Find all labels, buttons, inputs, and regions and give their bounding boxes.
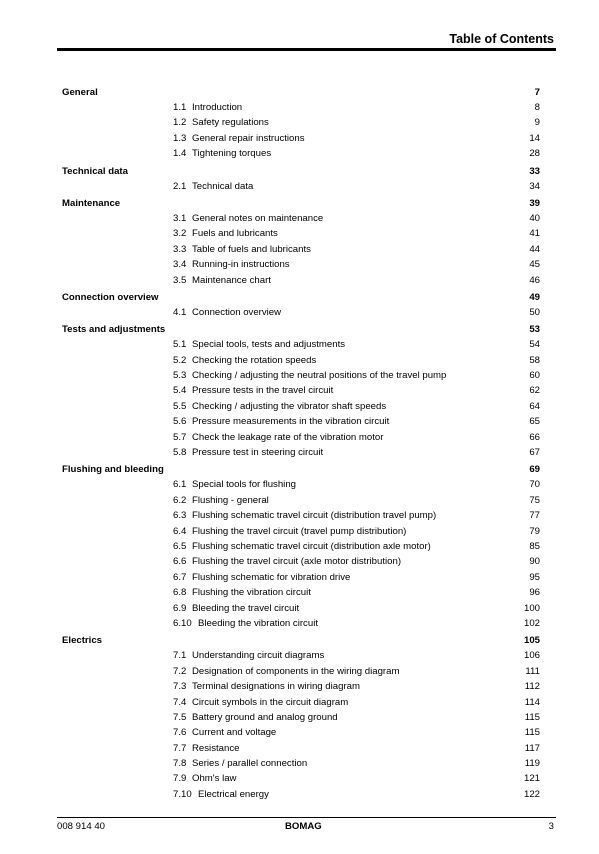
toc-entry xyxy=(62,416,540,431)
entry-page-number: 45 xyxy=(529,259,540,271)
toc-chapter xyxy=(62,292,540,307)
toc-entry xyxy=(62,447,540,462)
entry-title: Flushing schematic travel circuit (distribution travel pump) xyxy=(192,510,437,522)
entry-page-number: 64 xyxy=(529,400,540,412)
entry-number: 5.7 xyxy=(173,431,187,443)
entry-number: 3.1 xyxy=(173,212,187,224)
entry-page-number: 67 xyxy=(529,447,540,459)
entry-page-number: 40 xyxy=(529,212,540,224)
entry-number: 1.1 xyxy=(173,102,187,113)
table-of-contents xyxy=(62,85,540,804)
chapter-title: Technical data xyxy=(62,165,128,177)
entry-page-number: 117 xyxy=(524,742,540,754)
entry-title: Pressure test in steering circuit xyxy=(192,447,324,459)
footer-brand: BOMAG xyxy=(285,821,322,832)
entry-number: 6.8 xyxy=(173,587,187,599)
toc-entry xyxy=(62,773,540,788)
entry-number: 7.6 xyxy=(173,727,187,739)
toc-chapter xyxy=(62,464,540,479)
entry-title: Pressure tests in the travel circuit xyxy=(192,385,334,397)
chapter-title: Flushing and bleeding xyxy=(62,464,164,476)
entry-title: Current and voltage xyxy=(192,727,277,739)
entry-title: Electrical energy xyxy=(198,788,269,800)
toc-entry xyxy=(62,603,540,618)
chapter-page-number: 69 xyxy=(529,464,540,476)
entry-title: General repair instructions xyxy=(192,132,305,144)
header-rule xyxy=(57,48,556,51)
toc-entry xyxy=(62,479,540,494)
entry-page-number: 77 xyxy=(529,510,540,522)
chapter-title: Electrics xyxy=(62,635,103,647)
entry-number: 2.1 xyxy=(173,180,187,192)
entry-page-number: 115 xyxy=(524,727,540,739)
toc-entry xyxy=(62,355,540,370)
entry-title: Safety regulations xyxy=(192,117,269,129)
toc-entry xyxy=(62,244,540,259)
entry-number: 7.9 xyxy=(173,773,187,785)
entry-page-number: 65 xyxy=(529,416,540,428)
toc-entry xyxy=(62,666,540,681)
footer-doc-number: 008 914 40 xyxy=(57,821,106,832)
entry-number: 1.4 xyxy=(173,148,187,160)
footer-rule xyxy=(57,817,556,818)
entry-page-number: 70 xyxy=(529,479,540,491)
entry-title: Checking / adjusting the neutral positions of the travel pump xyxy=(192,370,447,382)
entry-title: General notes on maintenance xyxy=(192,212,324,224)
entry-title: Checking / adjusting the vibrator shaft speeds xyxy=(192,400,387,412)
entry-number: 6.9 xyxy=(173,602,187,614)
chapter-page-number: 53 xyxy=(529,324,540,336)
toc-entry xyxy=(62,587,540,602)
entry-page-number: 75 xyxy=(529,494,540,506)
toc-entry xyxy=(62,789,540,804)
entry-number: 7.8 xyxy=(173,758,187,770)
entry-title: Checking the rotation speeds xyxy=(192,354,317,366)
entry-number: 7.5 xyxy=(173,711,187,723)
entry-title: Introduction xyxy=(192,102,243,113)
entry-page-number: 122 xyxy=(523,788,540,800)
entry-title: Connection overview xyxy=(192,306,282,318)
toc-entry xyxy=(62,510,540,525)
entry-title: Terminal designations in wiring diagram xyxy=(192,681,360,693)
entry-title: Table of fuels and lubricants xyxy=(192,243,311,255)
toc-entry xyxy=(62,401,540,416)
chapter-title: General xyxy=(62,87,98,98)
entry-title: Pressure measurements in the vibration circuit xyxy=(192,416,390,428)
toc-entry xyxy=(62,556,540,571)
toc-entry xyxy=(62,432,540,447)
entry-number: 7.10 xyxy=(173,788,192,800)
toc-entry xyxy=(62,102,540,117)
toc-entry xyxy=(62,727,540,742)
entry-title: Flushing - general xyxy=(192,494,269,506)
entry-page-number: 119 xyxy=(524,758,540,770)
toc-entry xyxy=(62,712,540,727)
entry-page-number: 62 xyxy=(529,385,540,397)
toc-entry xyxy=(62,526,540,541)
entry-number: 4.1 xyxy=(173,306,187,318)
entry-title: Ohm's law xyxy=(192,773,237,785)
toc-entry xyxy=(62,495,540,510)
entry-page-number: 54 xyxy=(529,339,540,351)
entry-title: Flushing schematic for vibration drive xyxy=(192,571,351,583)
entry-number: 3.4 xyxy=(173,259,187,271)
entry-number: 3.5 xyxy=(173,274,187,286)
toc-chapter xyxy=(62,324,540,339)
entry-page-number: 8 xyxy=(534,102,540,113)
toc-chapter xyxy=(62,635,540,650)
toc-entry xyxy=(62,743,540,758)
header-title: Table of Contents xyxy=(449,32,554,46)
entry-page-number: 121 xyxy=(523,773,540,785)
chapter-page-number: 105 xyxy=(523,635,540,647)
entry-page-number: 60 xyxy=(529,370,540,382)
toc-entry xyxy=(62,275,540,290)
toc-entry xyxy=(62,572,540,587)
entry-title: Tightening torques xyxy=(192,148,272,160)
entry-page-number: 50 xyxy=(529,306,540,318)
entry-number: 5.5 xyxy=(173,400,187,412)
entry-number: 7.1 xyxy=(173,650,187,662)
entry-number: 6.3 xyxy=(173,510,187,522)
chapter-page-number: 39 xyxy=(529,197,540,209)
entry-page-number: 115 xyxy=(524,711,540,723)
chapter-page-number: 7 xyxy=(534,87,540,98)
entry-page-number: 41 xyxy=(529,228,540,240)
entry-page-number: 44 xyxy=(529,243,540,255)
toc-entry xyxy=(62,618,540,633)
entry-page-number: 106 xyxy=(523,650,540,662)
entry-number: 5.3 xyxy=(173,370,187,382)
entry-number: 5.4 xyxy=(173,385,187,397)
entry-page-number: 90 xyxy=(529,556,540,568)
toc-entry xyxy=(62,339,540,354)
chapter-page-number: 49 xyxy=(529,291,540,303)
entry-title: Battery ground and analog ground xyxy=(192,711,338,723)
toc-entry xyxy=(62,259,540,274)
entry-title: Running-in instructions xyxy=(192,259,290,271)
toc-entry xyxy=(62,385,540,400)
entry-number: 6.5 xyxy=(173,540,187,552)
toc-entry xyxy=(62,307,540,322)
entry-number: 1.2 xyxy=(173,117,187,129)
toc-entry xyxy=(62,370,540,385)
entry-title: Resistance xyxy=(192,742,240,754)
entry-title: Maintenance chart xyxy=(192,274,271,286)
entry-title: Fuels and lubricants xyxy=(192,228,278,240)
entry-title: Bleeding the travel circuit xyxy=(192,602,300,614)
entry-page-number: 9 xyxy=(534,117,540,129)
entry-number: 5.1 xyxy=(173,339,187,351)
entry-number: 6.4 xyxy=(173,525,187,537)
entry-title: Circuit symbols in the circuit diagram xyxy=(192,696,349,708)
chapter-title: Connection overview xyxy=(62,291,159,303)
entry-title: Bleeding the vibration circuit xyxy=(198,617,318,629)
entry-page-number: 14 xyxy=(529,132,540,144)
toc-entry xyxy=(62,541,540,556)
entry-number: 3.2 xyxy=(173,228,187,240)
toc-entry xyxy=(62,758,540,773)
entry-page-number: 85 xyxy=(529,540,540,552)
entry-title: Flushing schematic travel circuit (distribution axle motor) xyxy=(192,540,431,552)
toc-chapter xyxy=(62,87,540,102)
entry-number: 5.2 xyxy=(173,354,187,366)
entry-page-number: 100 xyxy=(523,602,540,614)
entry-number: 7.3 xyxy=(173,681,187,693)
toc-entry xyxy=(62,228,540,243)
entry-page-number: 102 xyxy=(523,617,540,629)
footer-page-number: 3 xyxy=(548,821,554,832)
entry-number: 6.1 xyxy=(173,479,187,491)
toc-entry xyxy=(62,117,540,132)
toc-entry xyxy=(62,697,540,712)
entry-page-number: 46 xyxy=(529,274,540,286)
entry-title: Understanding circuit diagrams xyxy=(192,650,325,662)
toc-entry xyxy=(62,681,540,696)
toc-entry xyxy=(62,213,540,228)
entry-title: Special tools for flushing xyxy=(192,479,296,491)
entry-page-number: 111 xyxy=(525,665,540,677)
entry-title: Series / parallel connection xyxy=(192,758,308,770)
entry-title: Special tools, tests and adjustments xyxy=(192,339,346,351)
entry-page-number: 79 xyxy=(529,525,540,537)
entry-number: 7.7 xyxy=(173,742,187,754)
chapter-page-number: 33 xyxy=(529,165,540,177)
entry-title: Flushing the vibration circuit xyxy=(192,587,311,599)
entry-page-number: 34 xyxy=(529,180,540,192)
entry-page-number: 96 xyxy=(529,587,540,599)
entry-page-number: 28 xyxy=(529,148,540,160)
entry-number: 6.10 xyxy=(173,617,192,629)
toc-chapter xyxy=(62,166,540,181)
entry-title: Check the leakage rate of the vibration motor xyxy=(192,431,384,443)
toc-entry xyxy=(62,650,540,665)
toc-chapter xyxy=(62,198,540,213)
chapter-title: Maintenance xyxy=(62,197,121,209)
entry-page-number: 95 xyxy=(529,571,540,583)
entry-number: 6.2 xyxy=(173,494,187,506)
entry-page-number: 114 xyxy=(524,696,540,708)
toc-entry xyxy=(62,181,540,196)
entry-title: Designation of components in the wiring diagram xyxy=(192,665,400,677)
entry-number: 3.3 xyxy=(173,243,187,255)
chapter-title: Tests and adjustments xyxy=(62,324,166,336)
entry-page-number: 66 xyxy=(529,431,540,443)
entry-page-number: 58 xyxy=(529,354,540,366)
entry-number: 6.6 xyxy=(173,556,187,568)
entry-number: 6.7 xyxy=(173,571,187,583)
entry-number: 5.6 xyxy=(173,416,187,428)
entry-number: 7.2 xyxy=(173,665,187,677)
toc-entry xyxy=(62,133,540,148)
entry-title: Technical data xyxy=(192,180,254,192)
entry-number: 7.4 xyxy=(173,696,187,708)
entry-page-number: 112 xyxy=(524,681,540,693)
entry-number: 1.3 xyxy=(173,132,187,144)
toc-entry xyxy=(62,148,540,163)
entry-title: Flushing the travel circuit (travel pump distribution) xyxy=(192,525,407,537)
entry-title: Flushing the travel circuit (axle motor distribution) xyxy=(192,556,402,568)
entry-number: 5.8 xyxy=(173,447,187,459)
